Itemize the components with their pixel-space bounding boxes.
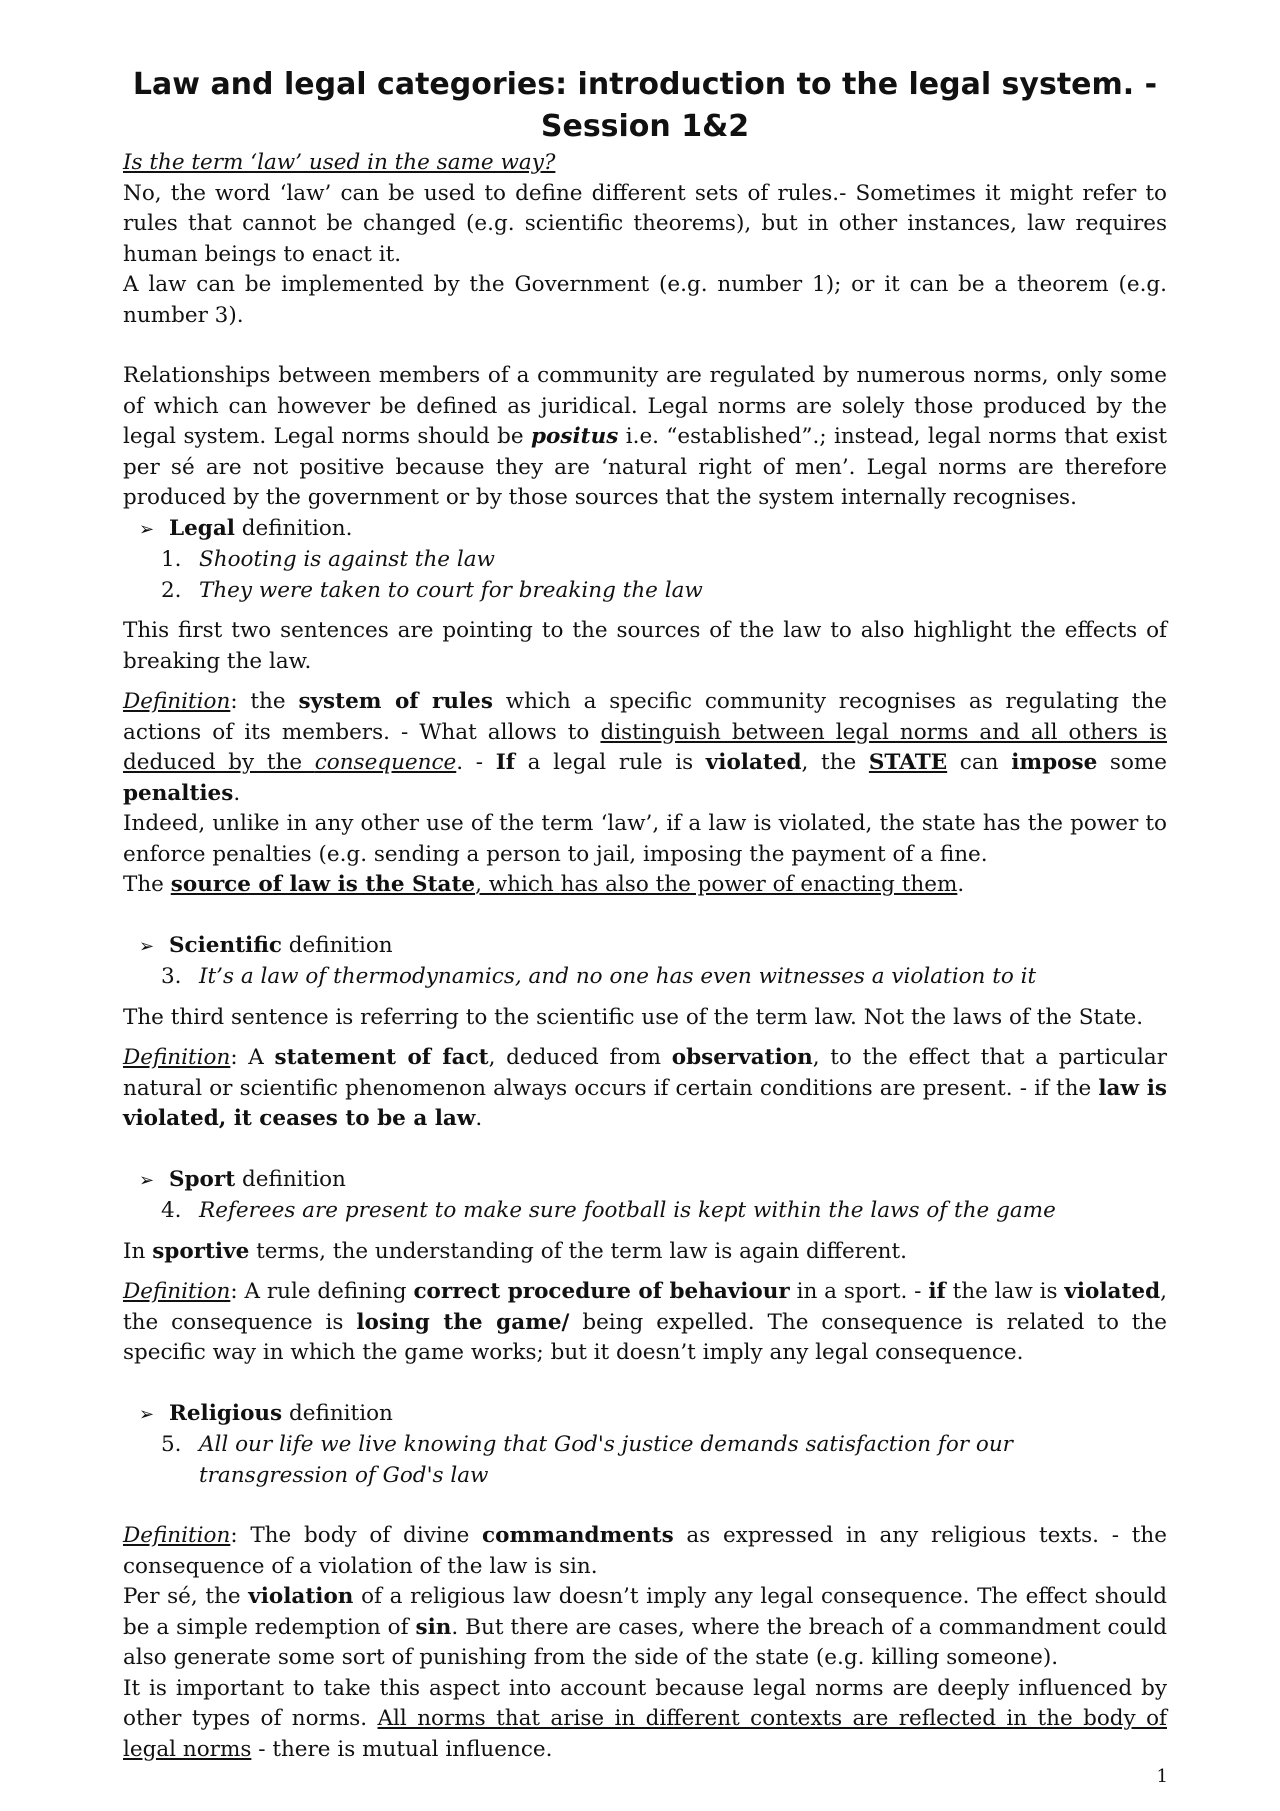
legal-definition: Definition: the system of rules which a specific community recognises as regulating the actions of its members. - What allows to distinguish between legal norms and all others is deduced by the consequence. - If a legal rule is violated, the STATE can impose some penalties.	[123, 689, 1168, 806]
intro-paragraph-2: A law can be implemented by the Government (e.g. number 1); or it can be a theorem (e.g. number 3).	[123, 272, 1167, 328]
scientific-explanation: The third sentence is referring to the scientific use of the term law. Not the laws of the State.	[123, 1004, 1144, 1030]
definition-label: Definition	[123, 1523, 231, 1548]
document-page	[123, 64, 1167, 1765]
list-item: 3. It’s a law of thermodynamics, and no one has even witnesses a violation to it	[161, 964, 1037, 989]
legal-definition-heading: ➢ Legal definition.	[139, 514, 1167, 546]
sport-explanation: In sportive terms, the understanding of the term law is again different.	[123, 1238, 907, 1264]
scientific-definition-heading: ➢ Scientific definition	[139, 931, 1167, 963]
positus-term: positus	[531, 424, 619, 449]
definition-label: Definition	[123, 1045, 231, 1070]
religious-definition-heading: ➢ Religious definition	[139, 1399, 1167, 1431]
list-item: 2. They were taken to court for breaking the law	[161, 577, 703, 603]
definition-label: Definition	[123, 1279, 231, 1304]
legal-source-paragraph: The source of law is the State, which has also the power of enacting them.	[123, 872, 965, 897]
list-item: 4. Referees are present to make sure football is kept within the laws of the game	[161, 1198, 1056, 1223]
arrow-bullet-icon: ➢	[139, 1169, 155, 1191]
legal-indeed-paragraph: Indeed, unlike in any other use of the term ‘law’, if a law is violated, the state has the power to enforce penalties (e.g. sending a person to jail, imposing the payment of a fine.	[123, 811, 1167, 867]
religious-important-paragraph: It is important to take this aspect into account because legal norms are deeply influenced by other types of norms. All norms that arise in different contexts are reflected in the body of legal norms - there is mutual influence.	[123, 1675, 1167, 1762]
question-heading: Is the term ‘law’ used in the same way?	[123, 150, 556, 175]
definition-label: Definition	[123, 689, 231, 714]
religious-definition: Definition: The body of divine commandments as expressed in any religious texts. - the consequence of a violation of the law is sin.	[123, 1523, 1167, 1579]
arrow-bullet-icon: ➢	[139, 518, 155, 540]
sport-definition: Definition: A rule defining correct procedure of behaviour in a sport. - if the law is violated, the consequence is losing the game/ being expelled. The consequence is related to the specific way in which the game works; but it doesn’t imply any legal consequence.	[123, 1279, 1167, 1365]
legal-explanation: This first two sentences are pointing to the sources of the law to also highlight the effects of breaking the law.	[123, 618, 1167, 674]
arrow-bullet-icon: ➢	[139, 935, 155, 957]
intro-paragraph-1: No, the word ‘law’ can be used to define different sets of rules.- Sometimes it might refer to rules that cannot be changed (e.g. scientific theorems), but in other instances, law requires human beings to enact it.	[123, 180, 1167, 267]
page-number: 1	[1156, 1766, 1168, 1787]
list-item: 1. Shooting is against the law	[161, 547, 495, 572]
scientific-definition: Definition: A statement of fact, deduced from observation, to the effect that a particular natural or scientific phenomenon always occurs if certain conditions are present. - if the law is violated, it ceases to be a law.	[123, 1045, 1168, 1131]
sport-definition-heading: ➢ Sport definition	[139, 1165, 1167, 1197]
religious-per-se-paragraph: Per sé, the violation of a religious law doesn’t imply any legal consequence. The effect should be a simple redemption of sin. But there are cases, where the breach of a commandment could also generate some sort of punishing from the side of the state (e.g. killing someone).	[123, 1584, 1167, 1670]
page-title: Law and legal categories: introduction to the legal system. - Session 1&2	[132, 67, 1158, 144]
arrow-bullet-icon: ➢	[139, 1403, 155, 1425]
relationships-paragraph: Relationships between members of a community are regulated by numerous norms, only some of which can however be defined as juridical. Legal norms are solely those produced by the legal system. Legal norms should be positus i.e. “established”.; instead, legal norms that exist per sé are not positive because they are ‘natural right of men’. Legal norms are therefore produced by the government or by those sources that the system internally recognises.	[123, 363, 1167, 510]
list-item: 5. All our life we live knowing that God's justice demands satisfaction for our transgression of God's law	[161, 1432, 1013, 1488]
